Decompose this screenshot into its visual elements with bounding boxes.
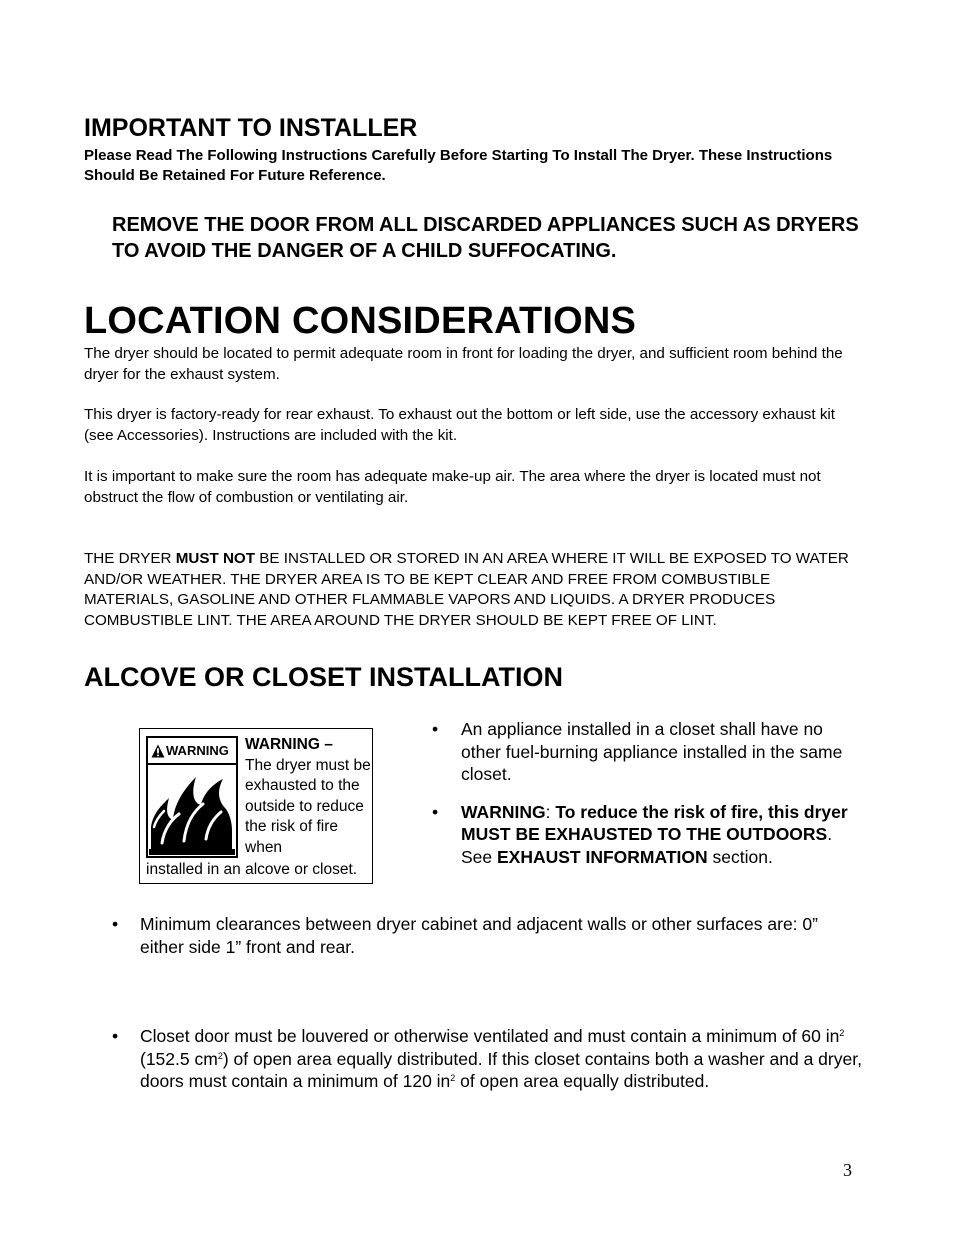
closet-door-text-1: Closet door must be louvered or otherwise ventilated and must contain a minimum of 60 in bbox=[140, 1026, 840, 1046]
list-item-closet-door bbox=[112, 1025, 862, 1093]
warning-triangle-icon bbox=[151, 744, 165, 758]
bullet-icon: • bbox=[112, 914, 119, 934]
installer-instructions-subtitle: Please Read The Following Instructions Carefully Before Starting To Install The Dryer. These Instructions Should Be Retained For Future Reference. bbox=[84, 147, 833, 184]
alcove-closet-installation-heading: ALCOVE OR CLOSET INSTALLATION bbox=[84, 662, 563, 692]
exhaust-warning-text: To reduce the risk of fire, this dryer MUST BE EXHAUSTED TO THE OUTDOORS bbox=[461, 801, 848, 845]
bullet-icon: • bbox=[432, 801, 439, 822]
closet-door-bullet-list bbox=[112, 1025, 862, 1093]
closet-door-text-4: of open area equally distributed. bbox=[455, 1071, 710, 1092]
closet-door-text-2: (152.5 cm bbox=[140, 1048, 218, 1069]
clearances-text: Minimum clearances between dryer cabinet and adjacent walls or other surfaces are: 0” either side 1” front and rear. bbox=[140, 914, 818, 957]
exhaust-warning-section: section. bbox=[707, 846, 773, 867]
list-item-clearances bbox=[112, 913, 862, 958]
closet-warning-bullets bbox=[432, 718, 862, 869]
squared-superscript: 2 bbox=[450, 1073, 456, 1084]
list-item-fuel-burning bbox=[432, 718, 862, 786]
exhaust-warning-colon: : bbox=[545, 801, 556, 822]
warning-box-text bbox=[245, 735, 371, 859]
page-number: 3 bbox=[843, 1160, 852, 1180]
location-paragraph-makeup-air: It is important to make sure the room has adequate make-up air. The area where the dryer is located must not obstruct the flow of combustion or ventilating air. bbox=[84, 468, 821, 506]
warning-box-body: The dryer must be exhausted to the outside to reduce the risk of fire when bbox=[245, 756, 371, 856]
discarded-appliance-door-warning: REMOVE THE DOOR FROM ALL DISCARDED APPLIANCES SUCH AS DRYERS TO AVOID THE DANGER OF A CHILD SUFFOCATING. bbox=[112, 214, 859, 262]
warning-box-tail: installed in an alcove or closet. bbox=[146, 861, 358, 878]
must-not-suffix: BE INSTALLED OR STORED IN AN AREA WHERE IT WILL BE EXPOSED TO WATER AND/OR WEATHER. THE DRYER AREA IS TO BE KEPT CLEAR AND FREE FROM COMBUSTIBLE MATERIALS, GASOLINE AND OTHER FLAMMABLE VAPORS AND LIQUIDS. A DRYER PRODUCES COMBUSTIBLE LINT. THE AREA AROUND THE DRYER SHOULD BE KEPT FREE OF LINT. bbox=[84, 550, 849, 629]
location-considerations-heading: LOCATION CONSIDERATIONS bbox=[84, 300, 637, 342]
exhaust-information-reference: EXHAUST INFORMATION bbox=[497, 846, 708, 867]
location-paragraph-exhaust: This dryer is factory-ready for rear exhaust. To exhaust out the bottom or left side, use the accessory exhaust kit (see Accessories). Instructions are included with the kit. bbox=[84, 406, 836, 444]
bullet-icon: • bbox=[432, 719, 439, 739]
closet-door-text-3: ) of open area equally distributed. If this closet contains both a washer and a dryer, doors must contain a minimum of 120 in bbox=[140, 1048, 862, 1092]
warning-emblem bbox=[146, 736, 238, 858]
fire-icon bbox=[148, 765, 236, 856]
location-paragraph-room: The dryer should be located to permit adequate room in front for loading the dryer, and sufficient room behind the dryer for the exhaust system. bbox=[84, 345, 843, 383]
exhaust-warning-label: WARNING bbox=[461, 801, 546, 822]
warning-emblem-header bbox=[148, 738, 236, 765]
fuel-burning-text: An appliance installed in a closet shall have no other fuel-burning appliance installed in the same closet. bbox=[461, 719, 843, 785]
location-paragraph-must-not bbox=[84, 549, 854, 631]
must-not-prefix: THE DRYER bbox=[84, 550, 176, 567]
important-to-installer-heading: IMPORTANT TO INSTALLER bbox=[84, 114, 418, 142]
exhaust-warning-see: . See bbox=[461, 824, 833, 867]
warning-box-title: WARNING – bbox=[245, 736, 333, 753]
fire-warning-box bbox=[139, 728, 373, 884]
squared-superscript: 2 bbox=[217, 1050, 223, 1061]
list-item-exhaust-warning bbox=[432, 801, 862, 869]
must-not-emphasis: MUST NOT bbox=[175, 550, 256, 567]
warning-emblem-label: WARNING bbox=[166, 743, 229, 758]
clearances-bullet-list bbox=[112, 913, 862, 958]
bullet-icon: • bbox=[112, 1026, 119, 1046]
squared-superscript: 2 bbox=[839, 1028, 845, 1038]
